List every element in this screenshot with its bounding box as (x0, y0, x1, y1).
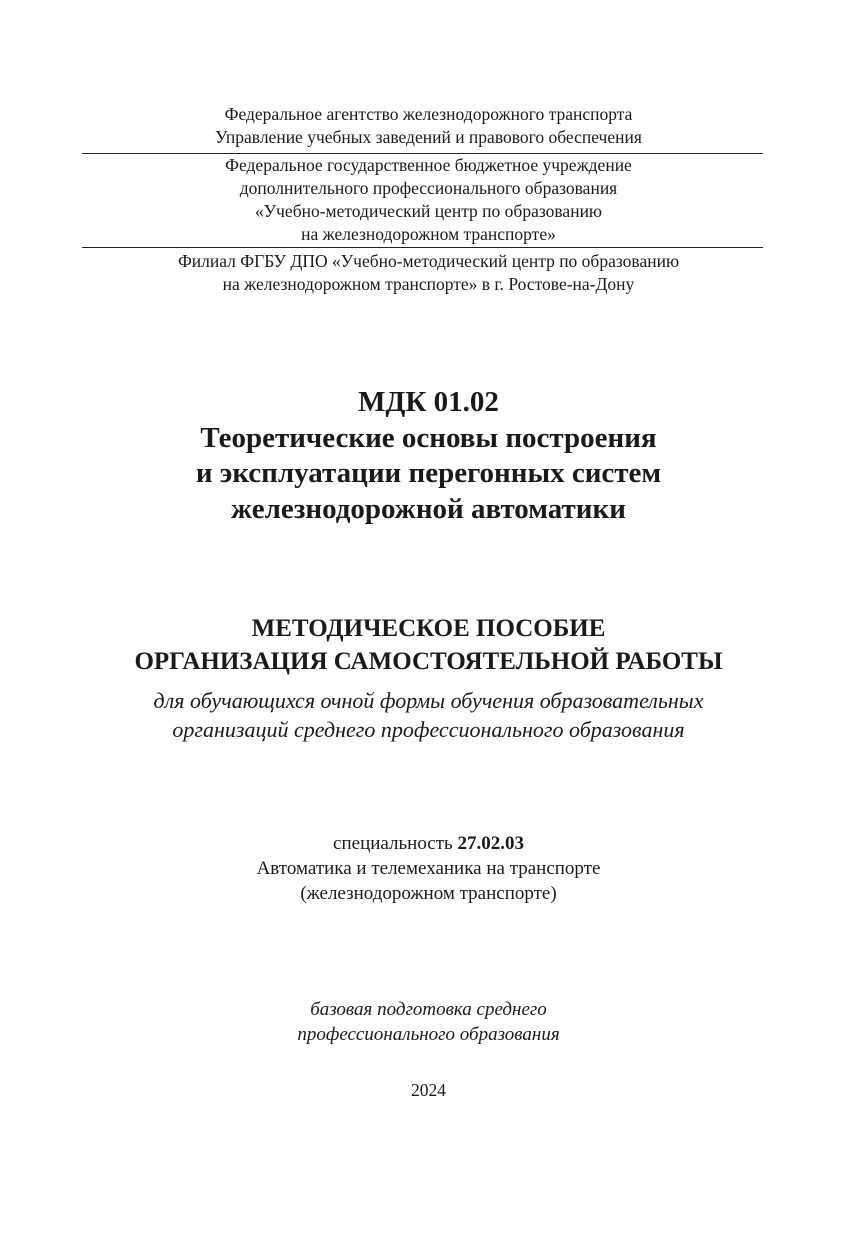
document-audience-line: для обучающихся очной формы обучения образовательных (153, 688, 704, 713)
education-level-line: профессионального образования (297, 1024, 560, 1045)
header-institution (0, 154, 857, 246)
course-title-line: Теоретические основы построения (200, 421, 657, 454)
header-institution-line: Федеральное государственное бюджетное учреждение (225, 155, 632, 175)
year-text: 2024 (411, 1080, 446, 1100)
specialty-name-line: Автоматика и телемеханика на транспорте (256, 858, 601, 879)
specialty-code: 27.02.03 (457, 833, 524, 854)
header-institution-line: дополнительного профессионального образования (239, 178, 618, 198)
specialty-line (0, 831, 857, 856)
header-branch (0, 250, 857, 296)
course-code: МДК 01.02 (358, 386, 499, 418)
document-type-line: ОРГАНИЗАЦИЯ САМОСТОЯТЕЛЬНОЙ РАБОТЫ (134, 648, 723, 675)
course-title-line: и эксплуатации перегонных систем (195, 457, 662, 489)
specialty (0, 831, 857, 906)
document-type (0, 612, 857, 678)
header-institution-line: «Учебно-методический центр по образованию (254, 201, 603, 221)
course-title (0, 385, 857, 527)
header-branch-line: Филиал ФГБУ ДПО «Учебно-методический центр по образованию (177, 251, 680, 271)
document-audience-line: организаций среднего профессионального образования (172, 717, 685, 742)
header-branch-line: на железнодорожном транспорте» в г. Ростове-на-Дону (222, 274, 635, 294)
course-title-line: железнодорожной автоматики (231, 492, 626, 525)
header-agency-line: Управление учебных заведений и правового обеспечения (215, 127, 642, 147)
header-agency (0, 103, 857, 149)
header-institution-line: на железнодорожном транспорте» (301, 224, 556, 244)
education-level (0, 997, 857, 1047)
document-type-line: МЕТОДИЧЕСКОЕ ПОСОБИЕ (251, 615, 606, 642)
header-agency-line: Федеральное агентство железнодорожного транспорта (224, 104, 633, 124)
publication-year (0, 1079, 857, 1102)
header-divider (82, 247, 763, 248)
specialty-name-line: (железнодорожном транспорте) (300, 883, 557, 904)
specialty-label: специальность (333, 833, 458, 854)
document-audience (0, 686, 857, 744)
education-level-line: базовая подготовка среднего (310, 999, 547, 1020)
